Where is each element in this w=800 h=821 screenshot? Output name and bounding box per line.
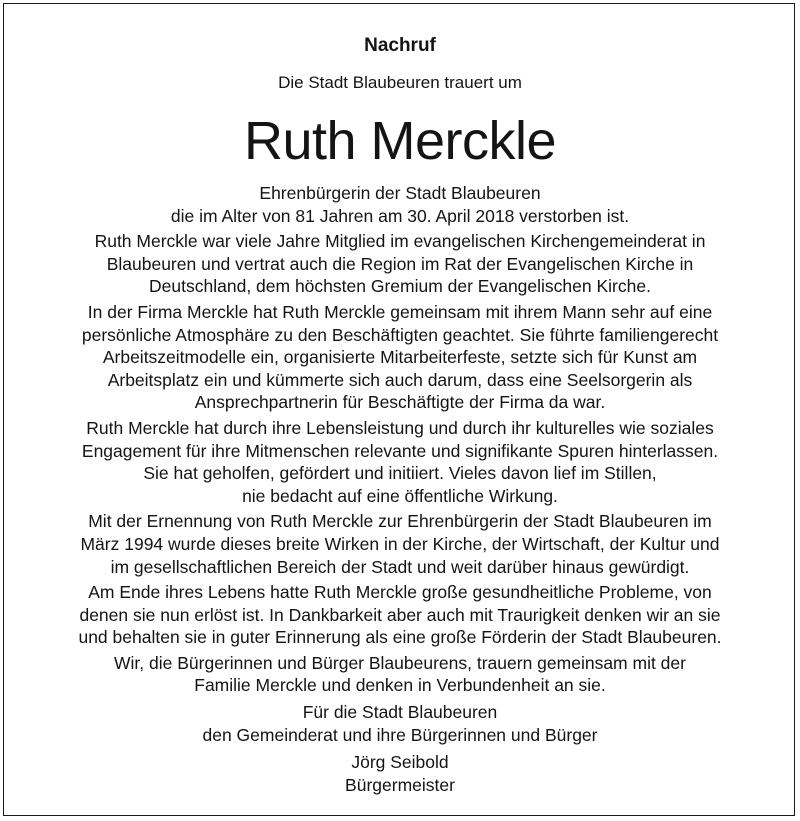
paragraph-line: Familie Merckle und denken in Verbundenheit an sie. — [194, 675, 606, 696]
signoff-line: den Gemeinderat und ihre Bürgerinnen und Bürger — [202, 724, 598, 745]
paragraph-line: und behalten sie in guter Erinnerung als eine große Förderin der Stadt Blaubeuren. — [78, 627, 722, 648]
signer-name: Jörg Seibold — [351, 752, 449, 773]
intro-line: Die Stadt Blaubeuren trauert um — [278, 73, 522, 92]
signoff-block — [0, 701, 800, 746]
paragraph-line: Ruth Merckle hat durch ihre Lebensleistung und durch ihr kulturelles wie soziales — [86, 417, 714, 438]
paragraph-line: Blaubeuren und vertrat auch die Region im Rat der Evangelischen Kirche in — [106, 253, 694, 274]
deceased-name: Ruth Merckle — [243, 111, 557, 171]
paragraph-engagement — [0, 417, 800, 507]
paragraph-line: Wir, die Bürgerinnen und Bürger Blaubeurens, trauern gemeinsam mit der — [114, 652, 686, 673]
paragraph-line: Arbeitszeitmodelle ein, organisierte Mitarbeiterfeste, setzte sich für Kunst am — [102, 347, 698, 368]
paragraph-line: März 1994 wurde dieses breite Wirken in der Kirche, der Wirtschaft, der Kultur und — [80, 533, 720, 554]
paragraph-line: persönliche Atmosphäre zu den Beschäftigten geachtet. Sie führte familiengerecht — [81, 324, 719, 345]
signoff-line: Für die Stadt Blaubeuren — [302, 702, 498, 723]
paragraph-mourning — [0, 652, 800, 697]
paragraph-line: Ansprechpartnerin für Beschäftigte der Firma da war. — [194, 392, 606, 413]
paragraph-line: Engagement für ihre Mitmenschen relevante und signifikante Spuren hinterlassen. — [81, 440, 719, 461]
paragraph-line: denen sie nun erlöst ist. In Dankbarkeit aber auch mit Traurigkeit denken wir an sie — [79, 604, 721, 625]
paragraph-end-of-life — [0, 581, 800, 649]
signer-block — [0, 751, 800, 796]
paragraph-line: im gesellschaftlichen Bereich der Stadt und weit darüber hinaus gewürdigt. — [110, 556, 690, 577]
paragraph-line: Sie hat geholfen, gefördert und initiiert. Vieles davon lief im Stillen, — [143, 463, 657, 484]
paragraph-line: Deutschland, dem höchsten Gremium der Evangelischen Kirche. — [149, 276, 651, 297]
honorary-block — [0, 182, 800, 227]
paragraph-line: Mit der Ernennung von Ruth Merckle zur Ehrenbürgerin der Stadt Blaubeuren im — [88, 511, 712, 532]
paragraph-line: Ruth Merckle war viele Jahre Mitglied im evangelischen Kirchengemeinderat in — [94, 231, 706, 252]
paragraph-line: nie bedacht auf eine öffentliche Wirkung. — [242, 485, 558, 506]
paragraph-line: Am Ende ihres Lebens hatte Ruth Merckle große gesundheitliche Probleme, von — [88, 582, 712, 603]
honorary-line: Ehrenbürgerin der Stadt Blaubeuren — [259, 183, 541, 203]
signer-title: Bürgermeister — [345, 774, 455, 795]
paragraph-line: Arbeitsplatz ein und kümmerte sich auch darum, dass eine Seelsorgerin als — [107, 369, 693, 390]
paragraph-honorary-citizenship — [0, 510, 800, 578]
honorary-line: die im Alter von 81 Jahren am 30. April 2018 verstorben ist. — [170, 205, 630, 226]
paragraph-company — [0, 301, 800, 414]
paragraph-line: In der Firma Merckle hat Ruth Merckle gemeinsam mit ihrem Mann sehr auf eine — [87, 301, 713, 322]
paragraph-church — [0, 230, 800, 298]
notice-heading: Nachruf — [364, 35, 436, 56]
